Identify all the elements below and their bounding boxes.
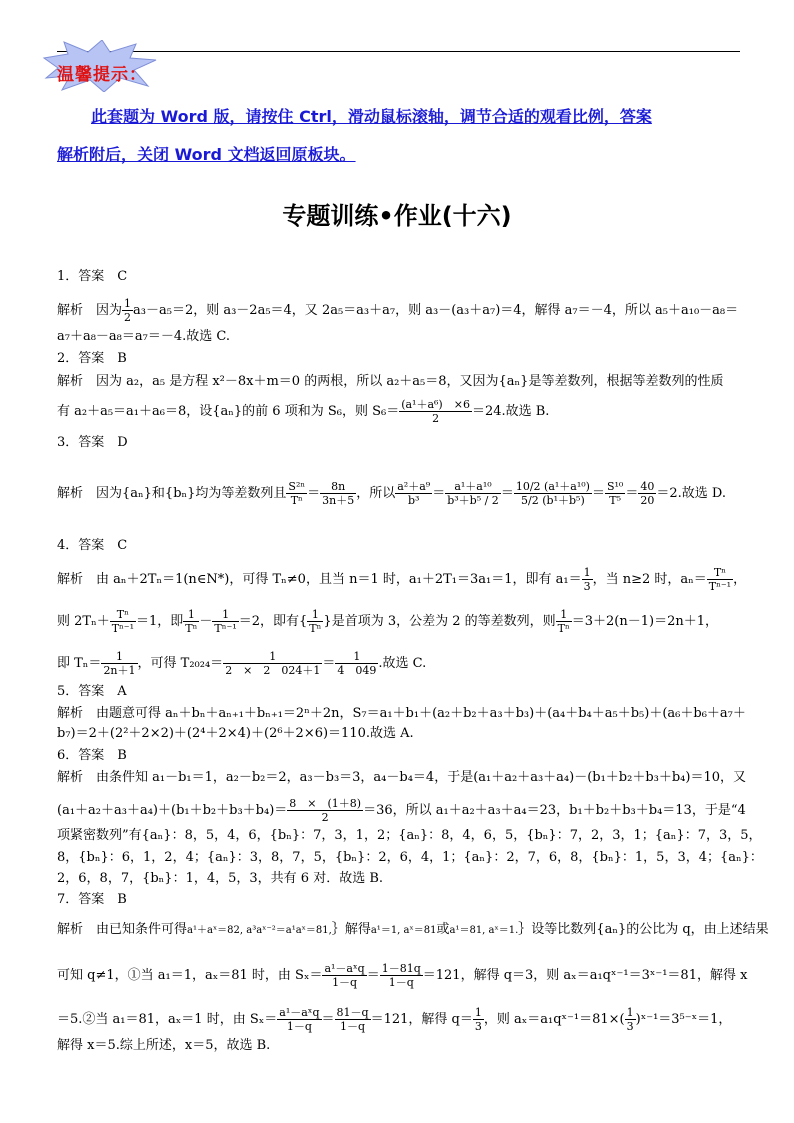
solution-4-line-3: 即 Tₙ＝ $\frac{1}{2n+1}$ ，可得 T₂₀₂₄＝ $\frac{1}{2 \times 2 024+1}$ ＝ $\frac{1}{4 049}$ .故选 C. [57,650,427,677]
fraction: $\frac{\text{a¹－aˣq}}{1-q}$ [324,962,365,989]
solution-7-line-3: ＝5.②当 a₁＝81，aₓ＝1 时，由 Sₓ＝ $\frac{\text{a¹－aˣq}}{1-q}$ ＝ $\frac{81-q}{1-q}$ ＝121，解得 q＝ $\frac{1}{3}$ ，则 aₓ＝a₁qˣ⁻¹＝81×( $\frac{1}{3}$ )ˣ⁻¹＝3⁵⁻ˣ＝1， [57,1006,732,1033]
fraction: $\frac{1}{\text{Tⁿ}}$ [309,608,322,635]
answer-7: 7．答案 B [57,892,127,907]
solution-7-line-4: 解得 x＝5.综上所述，x＝5，故选 B. [57,1038,271,1053]
fraction: $\frac{40}{20}$ [640,480,655,507]
fraction: $\frac{\text{S¹⁰}}{\text{T⁵}}$ [606,480,624,507]
tip-label: 温馨提示： [57,65,147,85]
solution-1-line-2: a₇＋a₈－a₈＝a₇＝－4.故选 C. [57,329,230,344]
solution-7-line-1: 解析 由已知条件可得a¹＋aˣ＝82, a³aˣ⁻²＝a¹aˣ＝81,｝解得a¹＝1, aˣ＝81或a¹＝81, aˣ＝1.｝设等比数列{aₙ}的公比为 q，由上述结果 [57,922,769,937]
fraction: $\frac{1}{3}$ [626,1006,634,1033]
fraction: $\frac{1}{\text{Tⁿ⁻¹}}$ [214,608,237,635]
fraction: $\frac{1}{\text{Tⁿ}}$ [185,608,198,635]
solution-2-line-2: 有 a₂＋a₅＝a₁＋a₆＝8，设{aₙ}的前 6 项和为 S₆，则 S₆＝ $\frac{\text{(a¹＋a⁶) ×6}}{2}$ ＝24.故选 B. [57,398,550,425]
solution-2-line-1: 解析 因为 a₂，a₅ 是方程 x²－8x＋m＝0 的两根，所以 a₂＋a₅＝8，又因为{aₙ}是等差数列，根据等差数列的性质 [57,374,724,389]
answer-5: 5．答案 A [57,684,127,699]
answer-1: 1．答案 C [57,269,128,284]
solution-6-line-2: (a₁＋a₂＋a₃＋a₄)＋(b₁＋b₂＋b₃＋b₄)＝ $\frac{8 \times (1+8)}{2}$ ＝36，所以 a₁＋a₂＋a₃＋a₄＝23，b₁＋b₂＋b₃＋b₄＝13，于是“4 [57,797,746,824]
solution-6-line-4: 8，{bₙ}：6，1，2，4；{aₙ}：3，8，7，5，{bₙ}：2，6，4，1；{aₙ}：2，7，6，8，{bₙ}：1，5，3，4；{aₙ}： [57,850,763,865]
fraction: $\frac{1}{\text{Tⁿ}}$ [557,608,570,635]
fraction: $\frac{\text{Tⁿ}}{\text{Tⁿ⁻¹}}$ [111,608,135,635]
solution-7-line-2: 可知 q≠1，①当 a₁＝1，aₓ＝81 时，由 Sₓ＝ $\frac{\text{a¹－aˣq}}{1-q}$ ＝ $\frac{1-81q}{1-q}$ ＝121，解得 q＝3，则 aₓ＝a₁qˣ⁻¹＝3ˣ⁻¹＝81，解得 x [57,962,748,989]
fraction: $\frac{1}{3}$ [474,1006,482,1033]
fraction: $\frac{8 \times (1+8)}{2}$ [289,797,362,824]
fraction: $\frac{\text{a¹＋a¹⁰}}{\text{b³＋b⁵ / 2}}$ [447,480,499,507]
solution-5-line-1: 解析 由题意可得 aₙ＋bₙ＋aₙ₊₁＋bₙ₊₁＝2ⁿ＋2n，S₇＝a₁＋b₁＋(a₂＋b₂＋a₃＋b₃)＋(a₄＋b₄＋a₅＋b₅)＋(a₆＋b₆＋a₇＋ [57,706,746,721]
fraction: $\frac{1}{3}$ [583,566,591,593]
solution-3-line-1: 解析 因为{aₙ}和{bₙ}均为等差数列且 $\frac{\text{S²ⁿ}}{\text{Tⁿ}}$ ＝ $\frac{8n}{3n+5}$ ，所以 $\frac{\text{a²＋a⁹}}{\text{b³}}$ ＝ $\frac{\text{a¹＋a¹⁰}}{\text{b³＋b⁵ / 2}}$ ＝ $\frac{\text{10/2 (a¹＋a¹⁰)}}{\text{5/2 (b¹＋b⁵)}}$ ＝ $\frac{\text{S¹⁰}}{\text{T⁵}}$ ＝ $\frac{40}{20}$ ＝2.故选 D. [57,480,726,507]
page-title: 专题训练•作业(十六) [282,202,512,230]
solution-6-line-1: 解析 由条件知 a₁－b₁＝1，a₂－b₂＝2，a₃－b₃＝3，a₄－b₄＝4，于是(a₁＋a₂＋a₃＋a₄)－(b₁＋b₂＋b₃＋b₄)＝10，又 [57,770,747,785]
notice-line-2: 解析附后，关闭 Word 文档返回原板块。 [57,145,356,164]
solution-6-line-5: 2，6，8，7，{bₙ}：1，4，5，3，共有 6 对．故选 B. [57,871,384,886]
fraction: $\frac{1}{2 \times 2 024+1}$ [225,650,321,677]
fraction: $\frac{\text{Tⁿ}}{\text{Tⁿ⁻¹}}$ [708,566,732,593]
answer-2: 2．答案 B [57,351,127,366]
fraction: $\frac{\text{a¹－aˣq}}{1-q}$ [279,1006,320,1033]
solution-6-line-3: 项紧密数列”有{aₙ}：8，5，4，6，{bₙ}：7，3，1，2；{aₙ}：8，4，6，5，{bₙ}：7，2，3，1；{aₙ}：7，3，5， [57,828,762,843]
fraction: $\frac{\text{a²＋a⁹}}{\text{b³}}$ [397,480,431,507]
answer-4: 4．答案 C [57,538,128,553]
answer-3: 3．答案 D [57,435,128,450]
fraction: $\frac{\text{(a¹＋a⁶) ×6}}{2}$ [401,398,470,425]
solution-5-line-2: b₇)＝2＋(2²＋2×2)＋(2⁴＋2×4)＋(2⁶＋2×6)＝110.故选 A. [57,726,414,741]
notice-text [57,98,741,174]
fraction: $\frac{\text{10/2 (a¹＋a¹⁰)}}{\text{5/2 (b¹＋b⁵)}}$ [515,480,590,507]
fraction: $\frac{1}{4 049}$ [337,650,377,677]
solution-4-line-1: 解析 由 aₙ＋2Tₙ＝1(n∈N*)，可得 Tₙ≠0，且当 n＝1 时，a₁＋2T₁＝3a₁＝1，即有 a₁＝ $\frac{1}{3}$ ，当 n≥2 时，aₙ＝ $\frac{\text{Tⁿ}}{\text{Tⁿ⁻¹}}$ ， [57,566,747,593]
fraction: $\frac{81-q}{1-q}$ [336,1006,369,1033]
solution-1-line-1: 解析 因为 $\frac{1}{2}$ a₃－a₅＝2，则 a₃－2a₅＝4，又 2a₅＝a₃＋a₇，则 a₃－(a₃＋a₇)＝4，解得 a₇＝－4，所以 a₅＋a₁₀－a₈＝ [57,297,739,324]
fraction: $\frac{1}{2}$ [124,297,132,324]
notice-line-1: 此套题为 Word 版，请按住 Ctrl，滑动鼠标滚轴，调节合适的观看比例，答案 [91,107,652,126]
fraction: $\frac{1-81q}{1-q}$ [381,962,421,989]
fraction: $\frac{8n}{3n+5}$ [322,480,355,507]
fraction: $\frac{\text{S²ⁿ}}{\text{Tⁿ}}$ [288,480,306,507]
fraction: $\frac{1}{2n+1}$ [103,650,136,677]
answer-6: 6．答案 B [57,748,127,763]
solution-4-line-2: 则 2Tₙ＋ $\frac{\text{Tⁿ}}{\text{Tⁿ⁻¹}}$ ＝1，即 $\frac{1}{\text{Tⁿ}}$ － $\frac{1}{\text{Tⁿ⁻¹}}$ ＝2，即有{ $\frac{1}{\text{Tⁿ}}$ }是首项为 3，公差为 2 的等差数列，则 $\frac{1}{\text{Tⁿ}}$ ＝3＋2(n－1)＝2n＋1， [57,608,718,635]
